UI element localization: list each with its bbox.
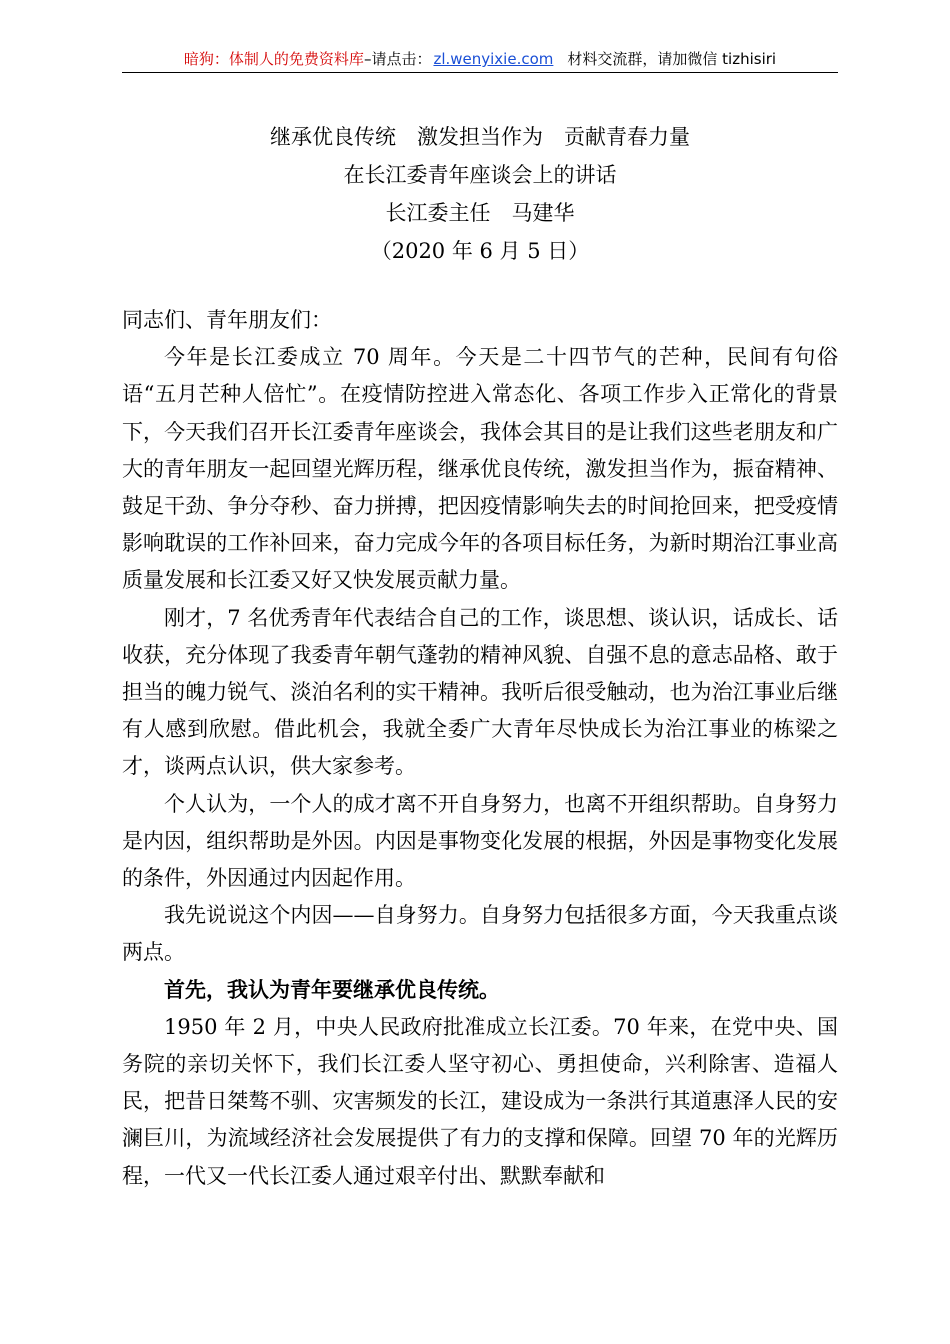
header-website-link[interactable]: zl.wenyixie.com — [433, 50, 554, 68]
speech-body — [122, 302, 838, 1195]
salutation: 同志们、青年朋友们： — [122, 308, 332, 332]
section-heading-1: 首先，我认为青年要继承优良传统。 — [164, 977, 500, 1002]
header-promo-text: 暗狗：体制人的免费资料库 — [183, 50, 364, 68]
speaker-line: 长江委主任 马建华 — [385, 201, 575, 225]
page-header — [122, 46, 838, 73]
speech-main-title: 继承优良传统 激发担当作为 贡献青春力量 — [270, 125, 690, 149]
paragraph-4: 我先说说这个内因——自身努力。自身努力包括很多方面，今天我重点谈两点。 — [122, 903, 838, 965]
paragraph-3: 个人认为，一个人的成才离不开自身努力，也离不开组织帮助。自身努力是内因，组织帮助是外因。内因是事物变化发展的根据，外因是事物变化发展的条件，外因通过内因起作用。 — [122, 791, 838, 891]
speech-date: （2020 年 6 月 5 日） — [370, 239, 590, 263]
header-wechat-text: 材料交流群，请加微信 tizhisiri — [567, 50, 777, 68]
speech-title-block — [122, 118, 838, 270]
paragraph-6: 1950 年 2 月，中央人民政府批准成立长江委。70 年来，在党中央、国务院的亲切关怀下，我们长江委人坚守初心、勇担使命，兴利除害、造福人民，把昔日桀骜不驯、灾害频发的长江，建设成为一条洪行其道惠泽人民的安澜巨川，为流域经济社会发展提供了有力的支撑和保障。回望 70 年的光辉历程，一代又一代长江委人通过艰辛付出、默默奉献和 — [122, 1014, 838, 1188]
paragraph-1: 今年是长江委成立 70 周年。今天是二十四节气的芒种，民间有句俗语“五月芒种人倍忙”。在疫情防控进入常态化、各项工作步入正常化的背景下，今天我们召开长江委青年座谈会，我体会其目的是让我们这些老朋友和广大的青年朋友一起回望光辉历程，继承优良传统，激发担当作为，振奋精神、鼓足干劲、争分夺秒、奋力拼搏，把因疫情影响失去的时间抢回来，把受疫情影响耽误的工作补回来，奋力完成今年的各项目标任务，为新时期治江事业高质量发展和长江委又好又快发展贡献力量。 — [122, 345, 838, 593]
speech-subtitle: 在长江委青年座谈会上的讲话 — [343, 163, 617, 187]
header-separator-text: –请点击： — [363, 50, 432, 68]
paragraph-2: 刚才，7 名优秀青年代表结合自己的工作，谈思想、谈认识，话成长、话收获，充分体现了我委青年朝气蓬勃的精神风貌、自强不息的意志品格、敢于担当的魄力锐气、淡泊名利的实干精神。我听后很受触动，也为治江事业后继有人感到欣慰。借此机会，我就全委广大青年尽快成长为治江事业的栋梁之才，谈两点认识，供大家参考。 — [122, 605, 838, 779]
